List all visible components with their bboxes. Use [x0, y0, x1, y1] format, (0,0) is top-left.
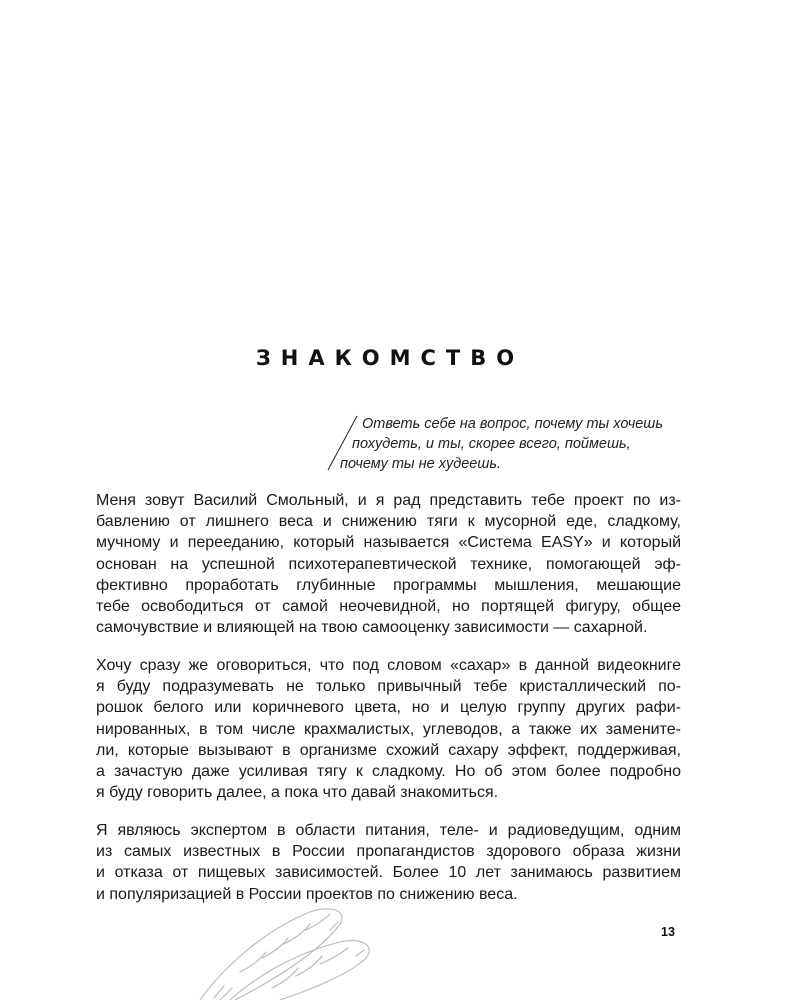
paragraph-line: ли, которые вызывают в организме схожий сахару эффект, поддерживая, [96, 741, 681, 759]
paragraph-line: из самых известных в России пропагандистов здорового образа жизни [96, 843, 681, 861]
paragraph-line: я буду подразумевать не только привычный тебе кристаллический по- [96, 678, 681, 696]
paragraph-line: Хочу сразу же оговориться, что под словом «сахар» в данной видеокниге [96, 657, 681, 674]
paragraph-line: тебе освободиться от самой неочевидной, но портящей фигуру, общее [96, 598, 681, 616]
paragraph-line: а зачастую даже усиливая тягу к сладкому. Но об этом более подробно [96, 763, 681, 781]
paragraph-about-author [96, 820, 681, 905]
page-number: 13 [661, 925, 675, 939]
paragraph-line: рошок белого или коричневого цвета, но и целую группу других рафи- [96, 699, 681, 717]
paragraph-line: и отказа от пищевых зависимостей. Более 10 лет занимаюсь развитием [96, 864, 681, 882]
paragraph-line: самочувствие и влияющей на твою самооценку зависимости — сахарной. [96, 619, 648, 637]
epigraph [326, 414, 686, 476]
paragraph-intro [96, 490, 681, 638]
paragraph-line: фективно проработать глубинные программы мышления, мешающие [96, 576, 681, 594]
epigraph-line: почему ты не худеешь. [340, 456, 502, 472]
epigraph-line: Ответь себе на вопрос, почему ты хочешь [362, 416, 663, 432]
chapter-title: ЗНАКОМСТВО [255, 346, 525, 370]
paragraph-line: бавлению от лишнего веса и снижению тяги к мусорной еде, сладкому, [96, 513, 681, 531]
paragraph-sugar-definition [96, 655, 681, 803]
bread-baguette-sketch-icon [180, 902, 380, 1000]
paragraph-line: основан на успешной психотерапевтической технике, помогающей эф- [96, 555, 681, 573]
paragraph-line: я буду говорить далее, а пока что давай знакомиться. [96, 784, 499, 802]
paragraph-line: мучному и перееданию, который называется «Система EASY» и который [96, 534, 681, 552]
paragraph-line: и популяризацией в России проектов по снижению веса. [96, 885, 518, 903]
epigraph-line: похудеть, и ты, скорее всего, поймешь, [352, 436, 631, 452]
paragraph-line: Я являюсь экспертом в области питания, теле- и радиоведущим, одним [96, 822, 681, 839]
paragraph-line: нированных, в том числе крахмалистых, углеводов, а также их замените- [96, 720, 681, 738]
paragraph-line: Меня зовут Василий Смольный, и я рад представить тебе проект по из- [96, 492, 681, 509]
